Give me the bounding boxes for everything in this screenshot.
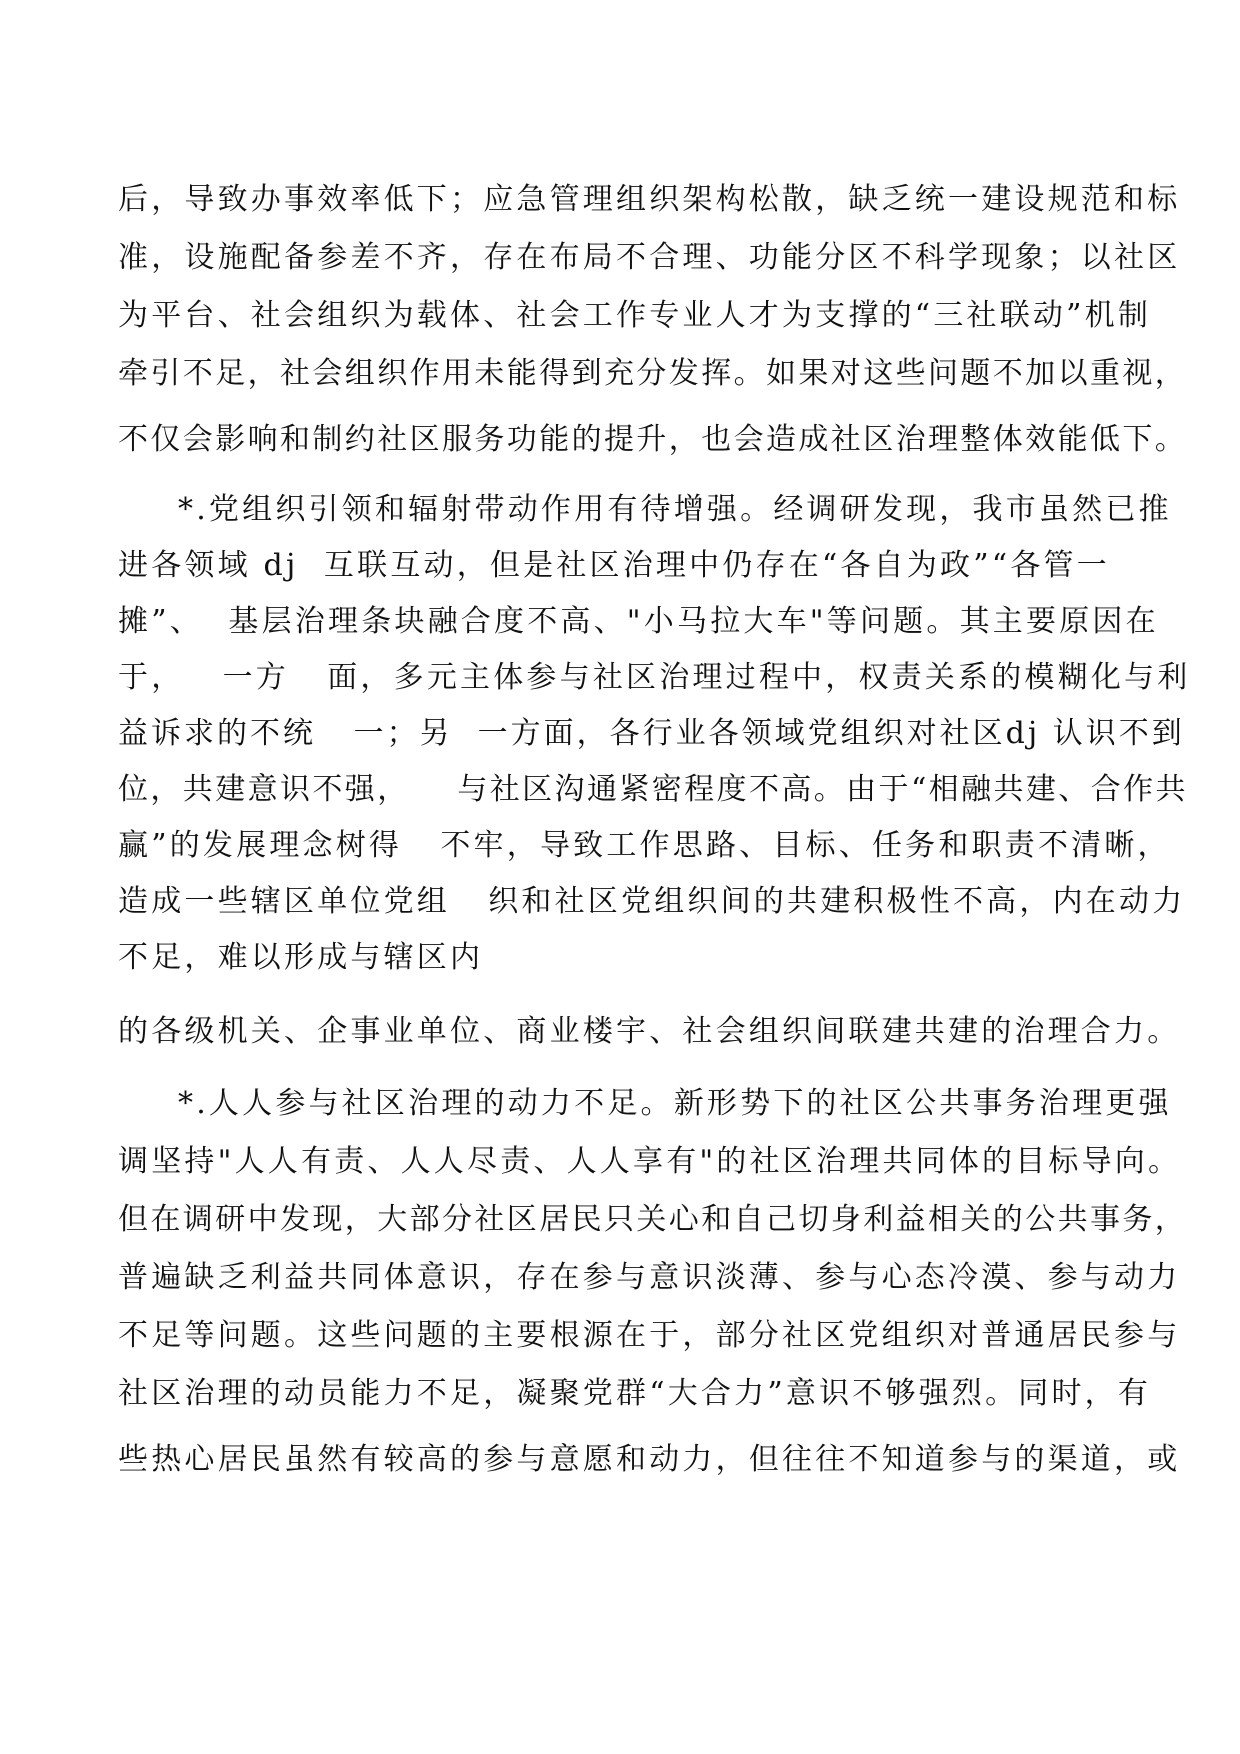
- text-line-15: 的各级机关、企事业单位、商业楼宇、社会组织间联建共建的治理合力。: [118, 1014, 1181, 1049]
- text-line-8: 摊”、 基层治理条块融合度不高、"小马拉大车"等问题。其主要原因在: [118, 604, 1159, 639]
- text-line-9: 于， 一方 面，多元主体参与社区治理过程中，权责关系的模糊化与利: [118, 660, 1191, 695]
- text-line-1: 后，导致办事效率低下；应急管理组织架构松散，缺乏统一建设规范和标: [118, 182, 1181, 217]
- text-line-14: 不足，难以形成与辖区内: [118, 940, 484, 975]
- text-line-5: 不仅会影响和制约社区服务功能的提升，也会造成社区治理整体效能低下。: [118, 422, 1188, 457]
- text-line-3: 为平台、社会组织为载体、社会工作专业人才为支撑的“三社联动”机制: [118, 298, 1152, 333]
- text-line-22: 些热心居民虽然有较高的参与意愿和动力，但往往不知道参与的渠道，或: [118, 1442, 1181, 1477]
- text-line-13: 造成一些辖区单位党组 织和社区党组织间的共建积极性不高，内在动力: [118, 884, 1186, 919]
- text-line-21: 社区治理的动员能力不足，凝聚党群“大合力”意识不够强烈。同时，有: [118, 1376, 1152, 1411]
- text-line-7: 进各领域 dj 互联互动，但是社区治理中仍存在“各自为政”“各管一: [118, 548, 1110, 583]
- text-line-19: 普遍缺乏利益共同体意识，存在参与意识淡薄、参与心态冷漠、参与动力: [118, 1260, 1181, 1295]
- text-line-18: 但在调研中发现，大部分社区居民只关心和自己切身利益相关的公共事务，: [118, 1202, 1188, 1237]
- text-line-20: 不足等问题。这些问题的主要根源在于，部分社区党组织对普通居民参与: [118, 1318, 1181, 1353]
- text-line-10: 益诉求的不统 一；另 一方面，各行业各领域党组织对社区dj 认识不到: [118, 716, 1185, 751]
- paragraph-heading-participation: *.人人参与社区治理的动力不足。新形势下的社区公共事务治理更强: [178, 1086, 1172, 1121]
- text-line-12: 赢”的发展理念树得 不牢，导致工作思路、目标、任务和职责不清晰，: [118, 828, 1171, 863]
- text-line-11: 位，共建意识不强， 与社区沟通紧密程度不高。由于“相融共建、合作共: [118, 772, 1188, 807]
- text-line-2: 准，设施配备参差不齐，存在布局不合理、功能分区不科学现象；以社区: [118, 240, 1181, 275]
- paragraph-heading-party-leadership: *.党组织引领和辐射带动作用有待增强。经调研发现，我市虽然已推: [178, 492, 1172, 527]
- text-line-4: 牵引不足，社会组织作用未能得到充分发挥。如果对这些问题不加以重视，: [118, 356, 1188, 391]
- text-line-17: 调坚持"人人有责、人人尽责、人人享有"的社区治理共同体的目标导向。: [118, 1144, 1182, 1179]
